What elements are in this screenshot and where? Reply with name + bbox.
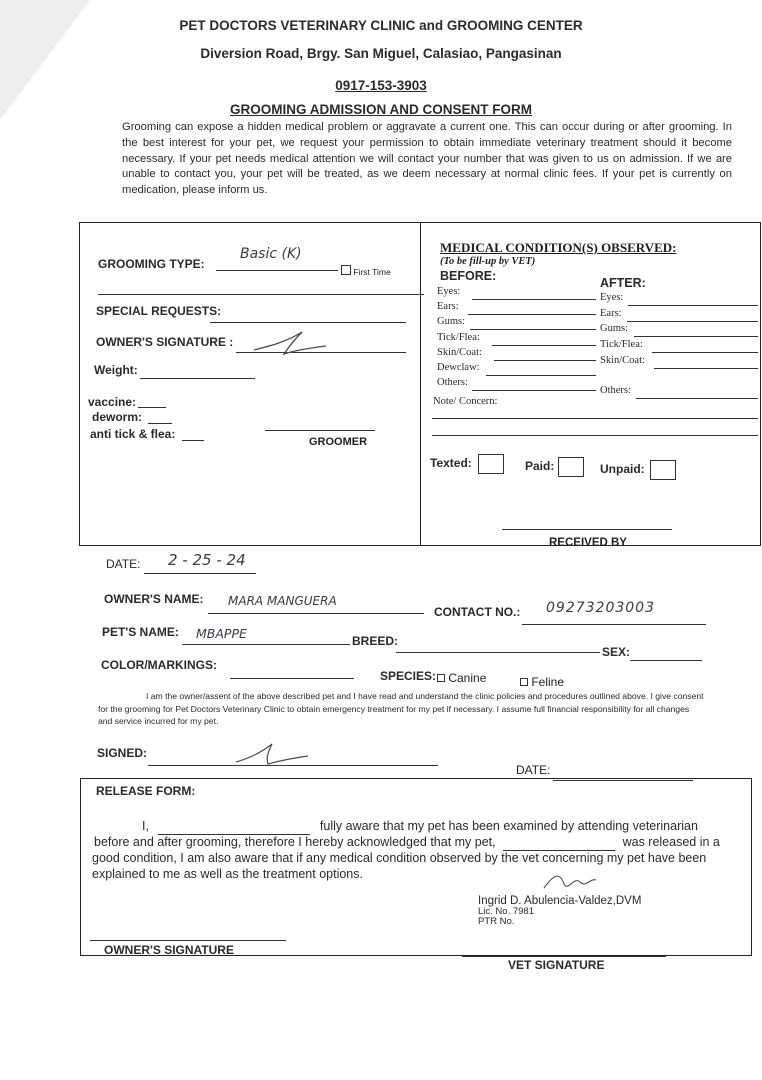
owner-signature-scribble (250, 324, 330, 358)
release-i: I, (142, 819, 149, 833)
release-title: RELEASE FORM: (96, 784, 196, 798)
release-line-1-text: fully aware that my pet has been examined by attending veterinarian (319, 819, 698, 833)
paid-label: Paid: (525, 459, 555, 473)
color-label: COLOR/MARKINGS: (101, 658, 217, 672)
canine-option[interactable] (437, 671, 486, 685)
canine-checkbox[interactable] (437, 674, 445, 682)
groomer-line[interactable] (265, 430, 375, 431)
grooming-type-line-2[interactable] (98, 294, 424, 295)
after-item-label: Eyes: (600, 292, 624, 303)
canine-label: Canine (448, 671, 487, 685)
release-line-2 (94, 834, 754, 851)
before-item-line[interactable] (468, 314, 596, 315)
after-item-label: Ears: (600, 308, 622, 319)
special-requests-line[interactable] (210, 322, 406, 323)
intro-paragraph: Grooming can expose a hidden medical problem or aggravate a current one. This can occur during or after grooming. In the best interest for your pet, we request your permission to obtain immediate veterinary treatment should it become necessary. If your pet needs medical attention we will contact your number that was given to us on admission. If we are unable to contact you, your pet will be treated, as we deem necessary at normal clinic fees. If your pet is currently on medication, please inform us. (122, 121, 732, 197)
signed-label: SIGNED: (97, 746, 148, 760)
date-line[interactable] (144, 573, 256, 574)
release-line-2-text: before and after grooming, therefore I hereby acknowledged that my pet, (94, 835, 496, 849)
texted-checkbox[interactable] (478, 454, 504, 474)
before-item-label: Others: (437, 377, 468, 388)
anti-tick-label: anti tick & flea: (90, 427, 176, 441)
release-line-2-end: was released in a (622, 835, 720, 849)
note-line-1[interactable] (432, 418, 758, 419)
box-divider (420, 222, 421, 546)
before-item-line[interactable] (492, 345, 596, 346)
color-line[interactable] (230, 678, 354, 679)
grooming-type-label: GROOMING TYPE: (98, 257, 205, 271)
received-by-line[interactable] (502, 529, 672, 530)
before-item-label: Tick/Flea: (437, 332, 480, 343)
received-by-label: RECEIVED BY (549, 537, 627, 549)
release-pet-blank[interactable] (503, 834, 615, 851)
owner-name-label: OWNER'S NAME: (104, 592, 204, 606)
consent-paragraph: I am the owner/assent of the above described pet and I have read and understand the clinic policies and procedures outlined above. I give consent for the grooming for Pet Doctors Veterinary Clinic to obtain emergency treatment for my pet if necessary. I assume full financial responsibility for all changes and service incurred for my pet. (98, 691, 704, 726)
feline-option[interactable] (520, 675, 564, 689)
date-label: DATE: (106, 557, 141, 571)
after-label: AFTER: (600, 276, 646, 290)
release-line-1 (142, 818, 698, 835)
after-item-label: Tick/Flea: (600, 339, 643, 350)
after-item-line[interactable] (634, 336, 758, 337)
before-item-line[interactable] (472, 299, 596, 300)
sex-label: SEX: (602, 645, 631, 659)
before-item-label: Skin/Coat: (437, 347, 482, 358)
vet-signature-label: VET SIGNATURE (508, 958, 605, 972)
vet-ptr: PTR No. (478, 916, 515, 927)
anti-tick-line[interactable] (182, 440, 204, 441)
before-item-line[interactable] (494, 360, 596, 361)
release-line-4: explained to me as well as the treatment options. (92, 867, 363, 881)
grooming-type-line[interactable] (216, 270, 338, 271)
form-title: GROOMING ADMISSION AND CONSENT FORM (230, 102, 532, 117)
clinic-name: PET DOCTORS VETERINARY CLINIC and GROOMING CENTER (179, 18, 583, 33)
grooming-type-value: Basic (K) (240, 246, 302, 262)
deworm-label: deworm: (92, 410, 143, 424)
after-item-label: Gums: (600, 323, 629, 334)
before-item-line[interactable] (470, 329, 596, 330)
first-time-checkbox[interactable] (341, 265, 351, 275)
after-item-line[interactable] (654, 368, 758, 369)
after-item-line[interactable] (652, 352, 758, 353)
signed-signature-scribble (232, 740, 312, 768)
clinic-phone: 0917-153-3903 (335, 78, 427, 93)
special-requests-label: SPECIAL REQUESTS: (96, 304, 222, 318)
signed-date-label: DATE: (516, 763, 551, 777)
release-owner-signature-label: OWNER'S SIGNATURE (104, 943, 234, 957)
date-value: 2 - 25 - 24 (168, 551, 246, 569)
vet-name: Ingrid D. Abulencia-Valdez,DVM (478, 895, 642, 907)
after-item-label: Skin/Coat: (600, 355, 645, 366)
contact-label: CONTACT NO.: (434, 605, 521, 619)
contact-value: 09273203003 (546, 600, 655, 616)
after-item-line[interactable] (628, 305, 758, 306)
deworm-line[interactable] (148, 423, 172, 424)
before-item-label: Gums: (437, 316, 466, 327)
breed-line[interactable] (396, 652, 600, 653)
release-line-3: good condition, I am also aware that if any medical condition observed by the vet concerning my pet have been (92, 851, 707, 865)
before-item-line[interactable] (486, 375, 596, 376)
before-item-label: Ears: (437, 301, 459, 312)
note-line-2[interactable] (432, 435, 758, 436)
after-item-line[interactable] (636, 398, 758, 399)
release-owner-signature-line[interactable] (90, 940, 286, 941)
first-time-option[interactable] (341, 265, 391, 277)
vaccine-line[interactable] (138, 407, 166, 408)
first-time-label: First Time (353, 267, 391, 277)
owner-signature-label: OWNER'S SIGNATURE : (96, 335, 234, 349)
medical-title: MEDICAL CONDITION(S) OBSERVED: (440, 240, 677, 255)
sex-line[interactable] (630, 660, 702, 661)
clinic-address: Diversion Road, Brgy. San Miguel, Calasiao, Pangasinan (200, 46, 562, 61)
owner-name-value: MARA MANGUERA (228, 594, 337, 608)
texted-label: Texted: (430, 456, 472, 470)
pet-name-line[interactable] (182, 644, 350, 645)
before-item-line[interactable] (472, 390, 596, 391)
after-item-label: Others: (600, 385, 631, 396)
unpaid-checkbox[interactable] (650, 460, 676, 480)
after-item-line[interactable] (627, 321, 758, 322)
vaccine-label: vaccine: (88, 395, 137, 409)
feline-checkbox[interactable] (520, 678, 528, 686)
feline-label: Feline (531, 675, 565, 689)
vet-signature-line[interactable] (462, 956, 666, 957)
before-item-label: Eyes: (437, 286, 461, 297)
weight-label: Weight: (94, 363, 138, 377)
note-label: Note/ Concern: (433, 396, 498, 407)
before-label: BEFORE: (440, 269, 497, 283)
paid-checkbox[interactable] (558, 457, 584, 477)
groomer-label: GROOMER (309, 436, 368, 448)
species-label: SPECIES: (380, 669, 437, 683)
vet-license: Lic. No. 7981 (478, 906, 534, 917)
vet-signature-scribble (540, 868, 600, 896)
contact-line[interactable] (522, 624, 706, 625)
unpaid-label: Unpaid: (600, 462, 645, 476)
weight-line[interactable] (140, 378, 255, 379)
before-item-label: Dewclaw: (437, 362, 480, 373)
breed-label: BREED: (352, 634, 399, 648)
pet-name-label: PET'S NAME: (102, 625, 179, 639)
pet-name-value: MBAPPE (196, 626, 247, 641)
release-owner-blank[interactable] (158, 818, 310, 835)
medical-subtitle: (To be fill-up by VET) (440, 256, 536, 267)
owner-name-line[interactable] (208, 613, 424, 614)
